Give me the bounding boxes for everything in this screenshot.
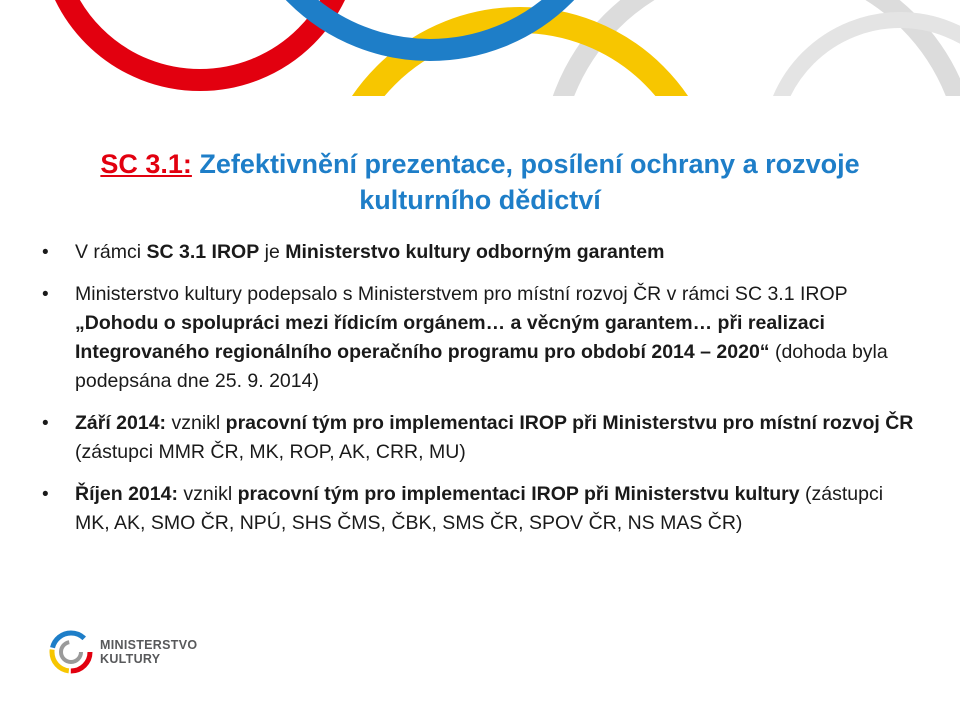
- logo-line2: KULTURY: [100, 652, 161, 666]
- bullet-text-bold: Říjen 2014:: [75, 483, 178, 505]
- header-decoration: [0, 0, 960, 96]
- logo-line1: MINISTERSTVO: [100, 638, 198, 652]
- bullet-text: (dohoda byla podepsána dne 25. 9. 2014): [75, 341, 888, 392]
- ministerstvo-kultury-logo-icon: [48, 629, 94, 675]
- bullet-dot: •: [42, 413, 49, 434]
- bullet-dot: •: [42, 284, 49, 305]
- title-code: SC 3.1:: [100, 149, 192, 179]
- bullet-item: [40, 409, 920, 467]
- slide-title: [30, 146, 930, 218]
- bullet-dot: •: [42, 242, 49, 263]
- bullet-item: [40, 480, 920, 538]
- bullet-list: [40, 238, 920, 551]
- bullet-text: (zástupci MMR ČR, MK, ROP, AK, CRR, MU): [75, 441, 466, 463]
- bullet-text-bold: pracovní tým pro implementaci IROP při Ministerstvu kultury: [237, 483, 800, 505]
- title-line1: Zefektivnění prezentace, posílení ochrany a rozvoje: [191, 149, 860, 179]
- bullet-text: (zástupci MK, AK, SMO ČR, NPÚ, SHS ČMS, ČBK, SMS ČR, SPOV ČR, NS MAS ČR): [75, 483, 884, 534]
- ministerstvo-kultury-logo: [48, 630, 197, 674]
- bullet-text-bold: „Dohodu o spolupráci mezi řídicím orgánem… a věcným garantem… při realizaci Integrovaného regionálního operačního programu pro období 2014 – 2020“: [75, 312, 825, 363]
- bullet-text: vznikl: [177, 483, 238, 505]
- bullet-item: [40, 238, 920, 267]
- bullet-text: vznikl: [166, 412, 226, 434]
- bullet-text-bold: pracovní tým pro implementaci IROP při Ministerstvu pro místní rozvoj ČR: [225, 412, 914, 434]
- bullet-text-bold: Ministerstvo kultury odborným garantem: [285, 241, 665, 263]
- bullet-text-bold: SC 3.1 IROP: [146, 241, 260, 263]
- title-line2: kulturního dědictví: [359, 185, 601, 215]
- bullet-dot: •: [42, 484, 49, 505]
- bullet-item: [40, 280, 920, 396]
- bullet-text: Ministerstvo kultury podepsalo s Ministerstvem pro místní rozvoj ČR v rámci SC 3.1 IROP: [75, 283, 848, 305]
- header-arcs: [0, 0, 960, 96]
- bullet-text-bold: Září 2014:: [75, 412, 167, 434]
- bullet-text: V rámci: [75, 241, 147, 263]
- logo-wordmark: [100, 638, 197, 666]
- bullet-text: je: [259, 241, 286, 263]
